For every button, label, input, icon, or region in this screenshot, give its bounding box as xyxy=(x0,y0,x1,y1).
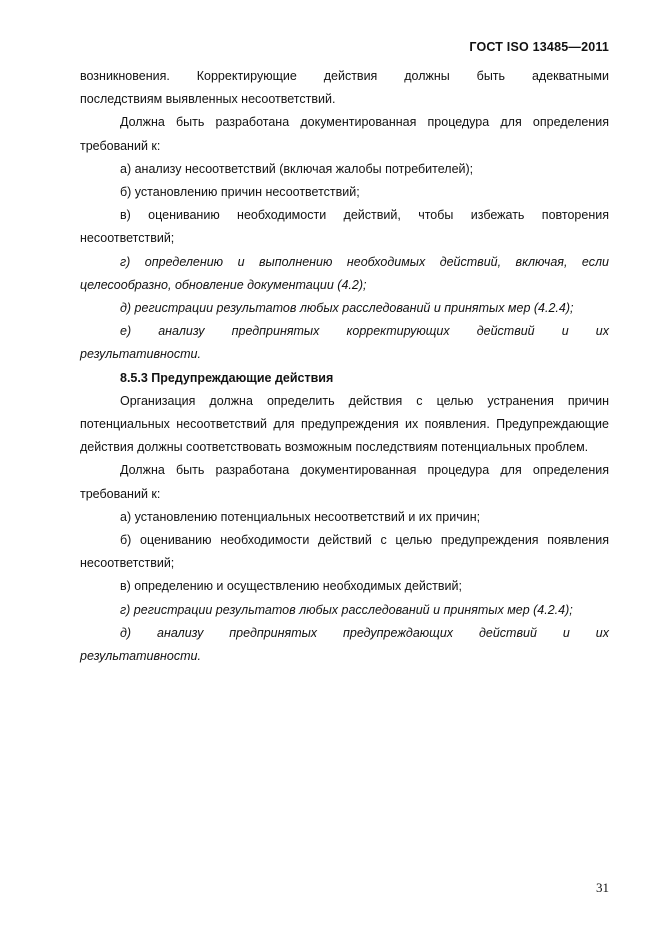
paragraph-line: последствиям выявленных несоответствий. xyxy=(80,92,336,107)
list-item-line: результативности. xyxy=(80,347,201,362)
paragraph: Организация должна определить действия с целью устранения причин потенциальных несоответствий для предупреждения их появления. Предупреждающие действия должны соответствовать возможным последствиям потенциальных проблем. xyxy=(80,393,609,455)
section-title: 8.5.3 Предупреждающие действия xyxy=(120,370,334,385)
list-item: б) оцениванию необходимости действий с целью предупреждения появления несоответствий; xyxy=(80,533,609,571)
list-item: г) регистрации результатов любых расследований и принятых мер (4.2.4); xyxy=(120,602,573,617)
list-item: в) оцениванию необходимости действий, чтобы избежать повторения несоответствий; xyxy=(80,208,609,246)
page-content xyxy=(80,65,609,668)
paragraph-line: возникновения. Корректирующие действия должны быть адекватными xyxy=(80,69,609,83)
list-item: а) анализу несоответствий (включая жалобы потребителей); xyxy=(120,161,474,176)
list-item: а) установлению потенциальных несоответствий и их причин; xyxy=(120,509,481,524)
list-item-line: результативности. xyxy=(80,649,201,664)
standard-header: ГОСТ ISO 13485—2011 xyxy=(469,40,609,54)
list-item: д) регистрации результатов любых расследований и принятых мер (4.2.4); xyxy=(120,301,574,316)
paragraph: Должна быть разработана документированная процедура для определения требований к: xyxy=(80,115,609,153)
list-item: г) определению и выполнению необходимых действий, включая, если целесообразно, обновление документации (4.2); xyxy=(80,254,609,292)
list-item-line: е) анализу предпринятых корректирующих действий и их xyxy=(120,324,609,339)
list-item: б) установлению причин несоответствий; xyxy=(120,185,360,200)
paragraph: Должна быть разработана документированная процедура для определения требований к: xyxy=(80,463,609,501)
list-item: в) определению и осуществлению необходимых действий; xyxy=(120,579,462,594)
page-number: 31 xyxy=(596,880,609,895)
list-item-line: д) анализу предпринятых предупреждающих действий и их xyxy=(120,625,609,640)
